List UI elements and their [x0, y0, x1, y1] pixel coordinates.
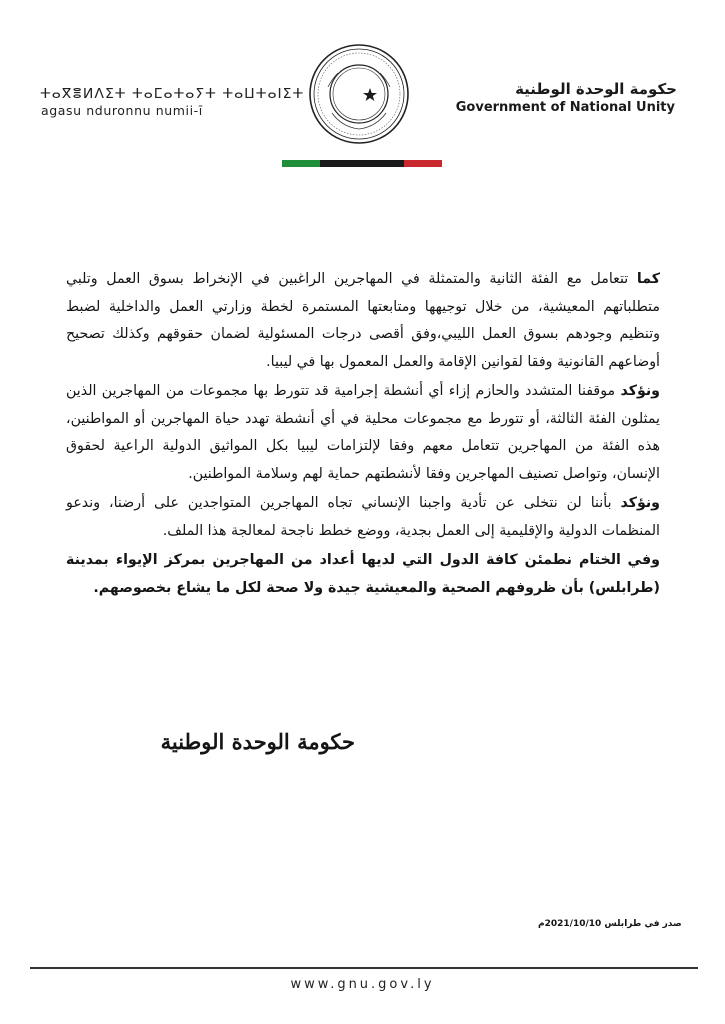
letter-body: [66, 266, 660, 604]
tifinagh-title: ⵜⴰⴳⴻⵍⴷⵉⵜ ⵜⴰⵎⴰⵜⴰⵢⵜ ⵜⴰⵡⵜⴰⵏⵉⵜ: [40, 86, 305, 102]
flag-black-segment-2: [362, 160, 404, 167]
flag-black-segment: [320, 160, 362, 167]
libya-state-emblem-icon: [308, 43, 410, 145]
footer-website: www.gnu.gov.ly: [290, 977, 435, 992]
paragraph-1-text: تتعامل مع الفئة الثانية والمتمثلة في المهاجرين الراغبين في الإنخراط بسوق العمل وتلبي متطلباتهم المعيشية، من خلال توجيهها ومتابعتها المستمرة لخطة وزارتي العمل والداخلية لضبط وتنظيم وجودهم بسوق العمل الليبي،وفق أقصى درجات المسئولية لضمان حقوقهم وكذلك تصحيح أوضاعهم القانونية وفقا لقوانين الإقامة والعمل المعمول بها في ليبيا.: [66, 271, 660, 370]
flag-red-segment: [404, 160, 442, 167]
berber-latin-title: agasu nduronnu numii-ī: [41, 103, 203, 118]
issue-date: صدر في طرابلس 2021/10/10م: [538, 919, 682, 929]
flag-green-segment: [282, 160, 320, 167]
signature-block: حكومة الوحدة الوطنية: [160, 729, 355, 754]
letterhead: [0, 0, 725, 170]
paragraph-1: [66, 266, 660, 376]
paragraph-3: [66, 490, 660, 545]
flag-color-bar: [282, 160, 442, 167]
paragraph-2: [66, 378, 660, 488]
paragraph-3-text: بأننا لن نتخلى عن تأدية واجبنا الإنساني تجاه المهاجرين المتواجدين على أرضنا، وندعو المنظمات الدولية والإقليمية إلى العمل بجدية، ووضع خطط ناجحة لمعالجة هذا الملف.: [66, 495, 660, 539]
paragraph-4-text: الختام نطمئن كافة الدول التي لديها أعداد من المهاجرين بمركز الإيواء بمدينة (طرابلس) بأن ظروفهم الصحية والمعيشية جيدة ولا صحة لكل ما يشاع بخصوصهم.: [66, 552, 660, 596]
government-name-english: Government of National Unity: [455, 100, 675, 115]
paragraph-4-first-word: وفي: [627, 552, 660, 568]
paragraph-2-first-word: ونؤكد: [620, 383, 660, 399]
footer-divider: [30, 967, 698, 969]
paragraph-4: [66, 547, 660, 602]
paragraph-3-first-word: ونؤكد: [620, 495, 660, 511]
paragraph-1-first-word: كما: [636, 271, 660, 287]
paragraph-2-text: موقفنا المتشدد والحازم إزاء أي أنشطة إجرامية قد تتورط بها مجموعات من المهاجرين الذين يمثلون الفئة الثالثة، أو تتورط مع مجموعات محلية في أي أنشطة تهدد حياة المهاجرين أو المواطنين، هذه الفئة من المهاجرين تتعامل معهم وفقا لإلتزامات ليبيا بكل المواثيق الدولية الراعية لحقوق الإنسان، وتواصل تصنيف المهاجرين وفقا لأنشطتهم حماية لهم وسلامة المواطنين.: [66, 383, 660, 482]
government-name-arabic: حكومة الوحدة الوطنية: [515, 80, 677, 98]
